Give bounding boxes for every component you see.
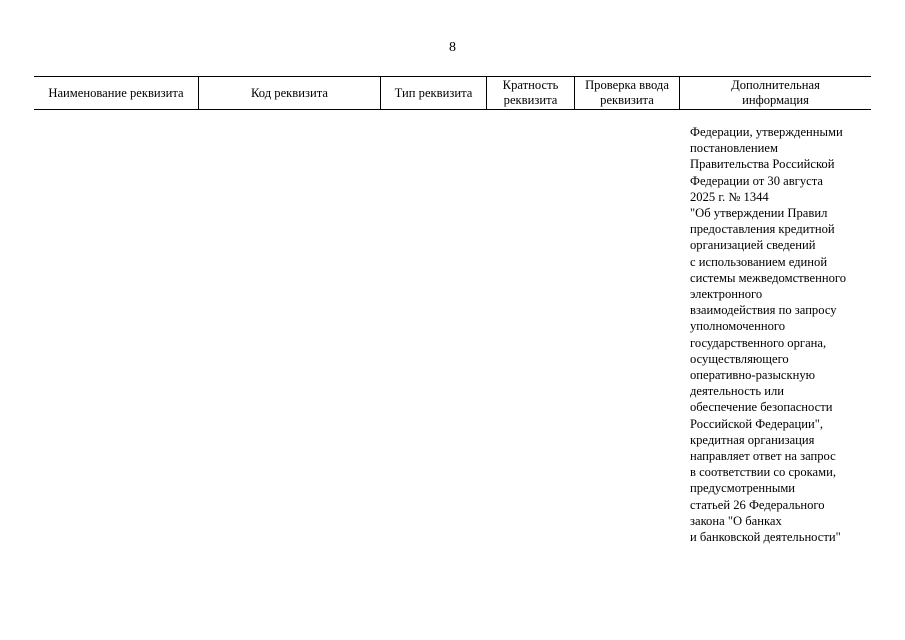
additional-info-line: с использованием единой [690,254,828,269]
additional-info-line: предоставления кредитной [690,222,835,237]
additional-info-line: предусмотренными [690,481,796,496]
additional-info-line: Федерации от 30 августа [690,173,823,188]
header-requisite-code: Код реквизита [199,77,381,109]
additional-info-line: организацией сведений [690,238,816,253]
header-requisite-multiplicity [487,77,575,109]
additional-info-line: и банковской деятельности" [690,530,841,545]
additional-info-cell [690,124,870,545]
header-additional-info [680,77,871,109]
header-additional-info-text: Дополнительная информация [731,78,820,107]
header-requisite-type: Тип реквизита [381,77,487,109]
additional-info-line: кредитная организация [690,432,815,447]
additional-info-line: 2025 г. № 1344 [690,189,769,204]
additional-info-line: государственного органа, [690,335,827,350]
header-input-check-text: Проверка ввода реквизита [585,78,669,107]
additional-info-line: деятельность или [690,384,785,399]
additional-info-line: постановлением [690,141,778,156]
table-header-row [34,77,871,109]
additional-info-line: электронного [690,287,763,302]
additional-info-line: обеспечение безопасности [690,400,833,415]
additional-info-line: Российской Федерации", [690,416,823,431]
header-input-check [575,77,680,109]
page-number: 8 [449,40,456,55]
additional-info-line: Правительства Российской [690,157,835,172]
additional-info-line: взаимодействия по запросу [690,303,837,318]
additional-info-line: уполномоченного [690,319,786,334]
additional-info-line: оперативно-разыскную [690,368,816,383]
additional-info-line: закона "О банках [690,513,782,528]
additional-info-line: направляет ответ на запрос [690,449,836,464]
header-multiplicity-text: Кратность реквизита [502,78,559,107]
header-requisite-name: Наименование реквизита [34,77,199,109]
additional-info-line: "Об утверждении Правил [690,206,828,221]
requisites-table [34,76,871,110]
additional-info-line: осуществляющего [690,351,789,366]
additional-info-line: Федерации, утвержденными [690,125,843,139]
additional-info-line: системы межведомственного [690,270,847,285]
additional-info-line: статьей 26 Федерального [690,497,825,512]
additional-info-line: в соответствии со сроками, [690,465,836,480]
